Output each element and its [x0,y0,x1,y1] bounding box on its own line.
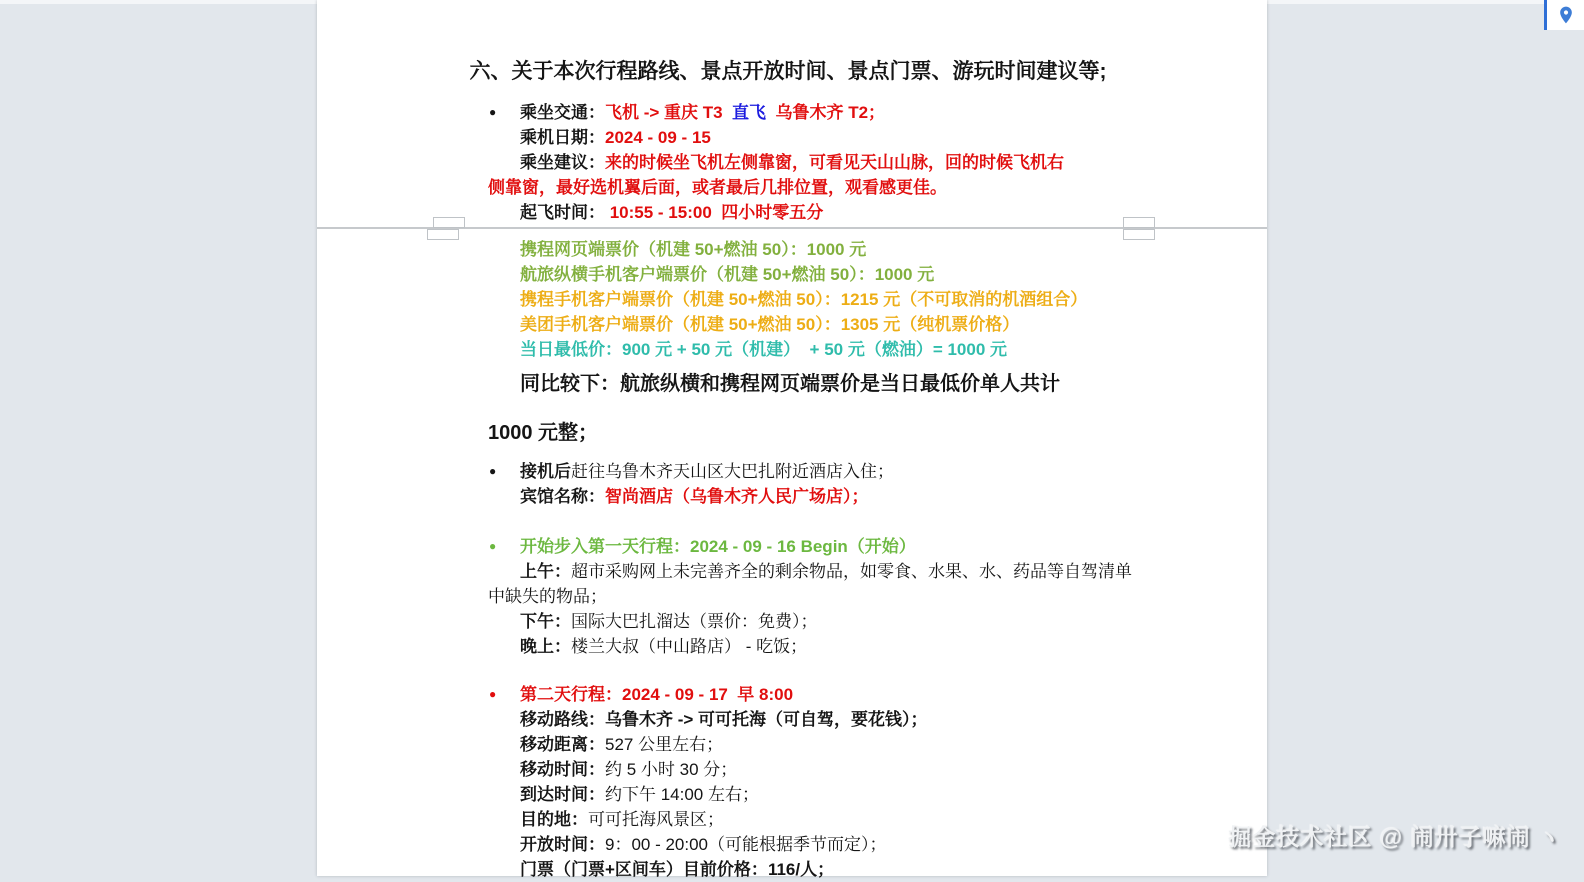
line-hotel [455,484,1121,509]
text-run: 116/人； [767,860,835,879]
text-run: 航旅纵横手机客户端票价（机建 50+燃油 50）：1000 元 [520,265,935,284]
text-run: 9：00 - 20:00（可能根据季节而定）； [605,835,887,854]
bullet-marker: ● [489,539,497,553]
text-run: 同比较下：航旅纵横和携程网页端票价是当日最低价单人共计 [520,373,1060,395]
bullet-marker: ● [489,105,497,119]
text-run: 起飞时间： [520,203,605,222]
text-run: 乌鲁木齐 T2； [766,103,886,122]
line-transport [455,100,1121,125]
text-run: 国际大巴扎溜达（票价：免费）； [571,612,818,631]
line-price-meituan [455,312,1121,337]
page-margin-marker [1123,229,1155,240]
line-flight-date [455,125,1121,150]
line-seat-advice [455,150,1121,175]
line-day2-duration [455,757,1121,782]
text-run: 宾馆名称： [520,487,605,506]
text-run: 乘机日期： [520,128,605,147]
line-price-ctrip-app [455,287,1121,312]
line-day2-route [455,707,1121,732]
line-day2-header [455,682,1121,707]
text-run: 10:55 - 15:00 四小时零五分 [605,203,824,222]
line-day2-distance [455,732,1121,757]
text-run: 中缺失的物品； [488,587,607,606]
line-day2-ticket [455,857,1121,882]
bullet-marker: ● [489,687,497,701]
line-seat-advice-wrap [455,175,1121,200]
text-run: 飞机 -> 重庆 T3 [605,103,733,122]
text-run: 智尚酒店（乌鲁木齐人民广场店）； [605,487,869,506]
document-page[interactable] [317,0,1267,879]
text-run: 1000 元整； [488,422,599,444]
text-run: 美团手机客户端票价（机建 50+燃油 50）：1305 元（纯机票价格） [520,315,1020,334]
line-price-umetrip [455,262,1121,287]
text-run: 携程手机客户端票价（机建 50+燃油 50）：1215 元（不可取消的机酒组合） [520,290,1088,309]
location-extension-button[interactable] [1544,0,1584,30]
text-run: 2024 - 09 - 15 [605,128,711,147]
text-run: 移动距离： [520,735,605,754]
page-margin-marker [427,229,459,240]
text-run: 乘坐交通： [520,103,605,122]
line-day1-morning [455,559,1132,584]
page-margin-marker [1123,217,1155,228]
document-content [455,100,1132,882]
text-run: 移动路线： [520,710,605,729]
line-takeoff-time [455,200,1121,225]
text-run: 乌鲁木齐 -> 可可托海（可自驾，要花钱）； [605,710,928,729]
text-run: 527 公里左右； [605,735,724,754]
line-pickup [455,459,1121,484]
text-run: 第二天行程：2024 - 09 - 17 早 8:00 [520,685,794,704]
line-day2-arrival [455,782,1121,807]
document-title: 六、关于本次行程路线、景点开放时间、景点门票、游玩时间建议等; [469,60,1107,83]
text-run: 晚上： [520,637,571,656]
text-run: 来的时候坐飞机左侧靠窗，可看见天山山脉，回的时候飞机右 [605,153,1064,172]
text-run: 楼兰大叔（中山路店） - 吃饭； [571,637,808,656]
watermark: 掘金技术社区 @ 闹卅子嘛闹 ヽ [1228,824,1562,850]
page-margin-marker [433,217,465,228]
text-run: 上午： [520,562,571,581]
text-run: 开放时间： [520,835,605,854]
line-day2-destination [455,807,1121,832]
text-run: 移动时间： [520,760,605,779]
map-pin-icon [1556,5,1576,25]
line-day1-header [455,534,1121,559]
text-run: 约 5 小时 30 分； [605,760,738,779]
text-run: 当日最低价：900 元 + 50 元（机建） + 50 元（燃油）= 1000 元 [520,340,1008,359]
text-run: 下午： [520,612,571,631]
text-run: 赶往乌鲁木齐天山区大巴扎附近酒店入住； [571,462,894,481]
text-run: 直飞 [732,103,767,122]
text-run: 目的地： [520,810,588,829]
text-run: 约下午 14:00 左右； [605,785,759,804]
line-compare-total [455,420,1121,447]
text-run: 侧靠窗，最好选机翼后面，或者最后几排位置，观看感更佳。 [488,178,947,197]
text-run: 开始步入第一天行程：2024 - 09 - 16 Begin（开始） [520,537,916,556]
text-run: 超市采购网上未完善齐全的剩余物品，如零食、水果、水、药品等自驾清单 [571,562,1132,581]
text-run: 接机后 [520,462,571,481]
line-day1-morning-wrap [455,584,1121,609]
text-run: 可可托海风景区； [588,810,724,829]
text-run: 乘坐建议： [520,153,605,172]
text-run: 门票（门票+区间车）目前价格： [520,860,768,879]
text-run: 携程网页端票价（机建 50+燃油 50）：1000 元 [520,240,867,259]
line-price-lowest [455,337,1121,362]
bullet-marker: ● [489,464,497,478]
text-run: 到达时间： [520,785,605,804]
line-day2-open-hours [455,832,1121,857]
line-day1-evening [455,634,1121,659]
line-compare [455,371,1121,398]
line-price-ctrip-web [455,237,1121,262]
line-day1-afternoon [455,609,1121,634]
